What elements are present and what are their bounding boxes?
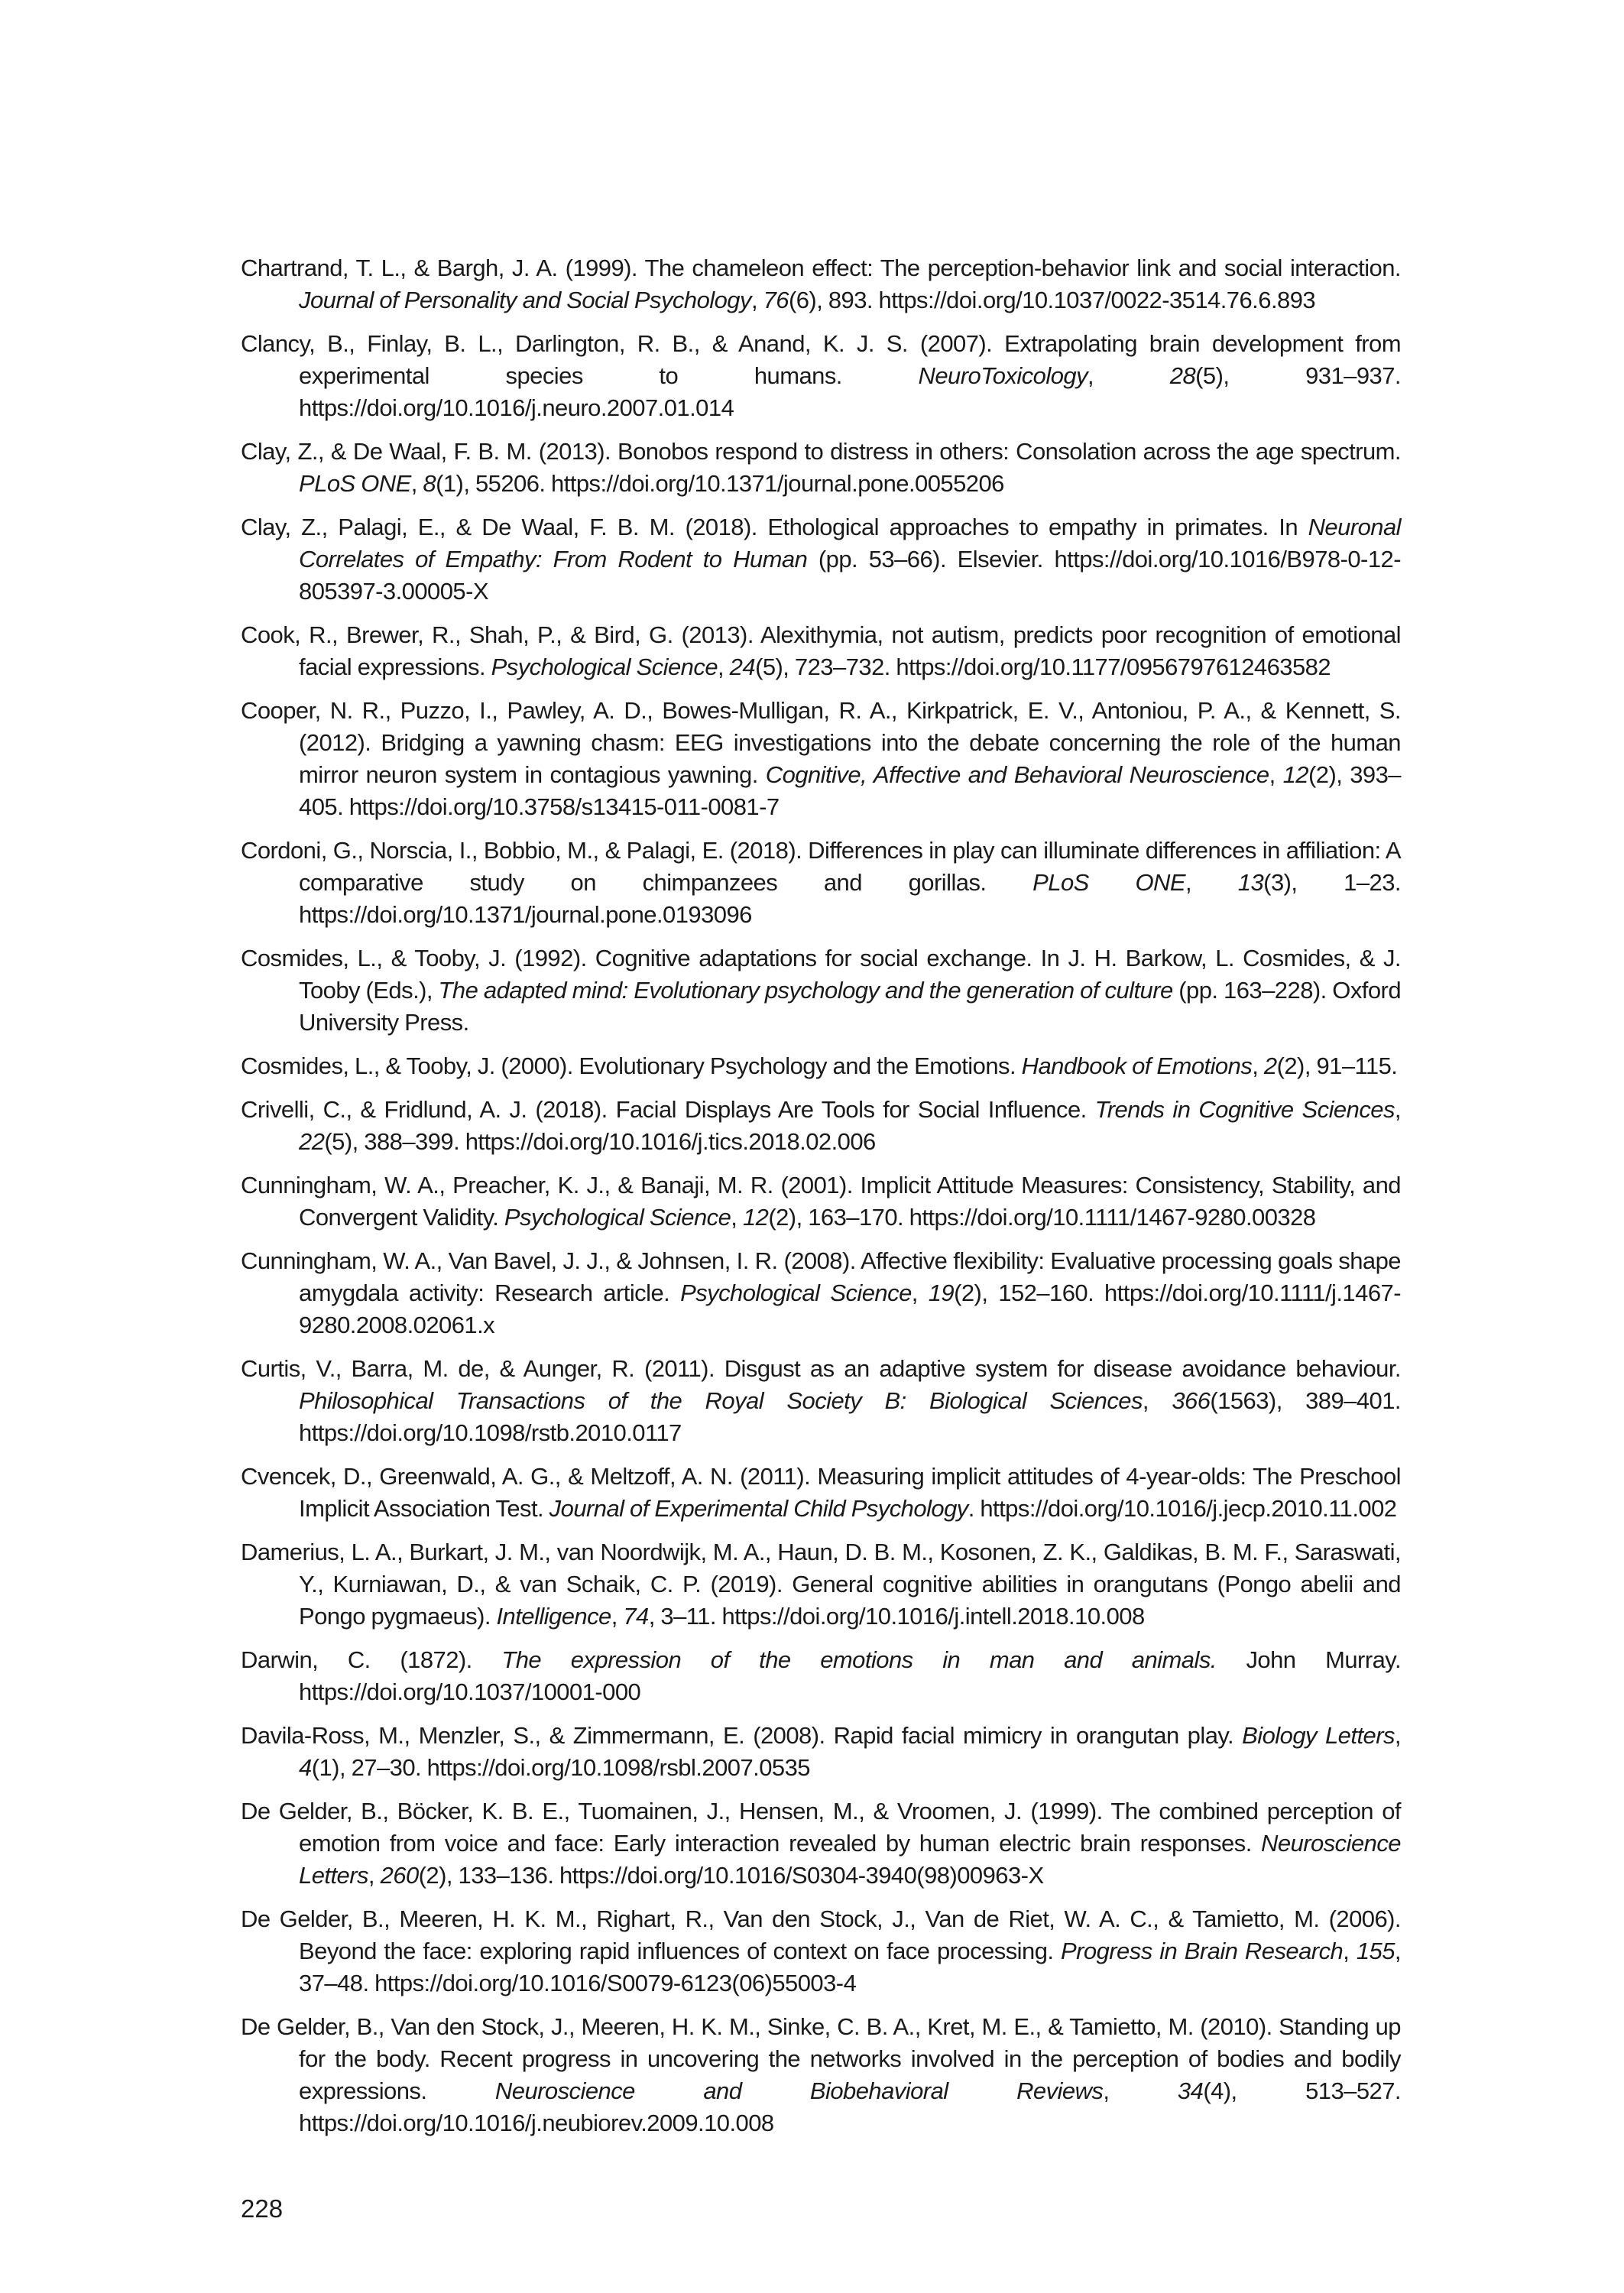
reference-source-title: Cognitive, Affective and Behavioral Neuroscience (765, 761, 1269, 788)
reference-details: (2), 133–136. https://doi.org/10.1016/S0304-3940(98)00963-X (418, 1862, 1044, 1889)
reference-separator: , (1142, 1387, 1172, 1414)
reference-entry (241, 1353, 1401, 1449)
reference-volume: 76 (763, 287, 789, 313)
reference-source-title: Philosophical Transactions of the Royal Society B: Biological Sciences (299, 1387, 1143, 1414)
reference-volume: 12 (742, 1204, 769, 1231)
reference-volume: 28 (1169, 362, 1196, 389)
reference-details: (3), 1–23. https://doi.org/10.1371/journal.pone.0193096 (299, 869, 1401, 928)
reference-entry (241, 695, 1401, 823)
reference-details: (2), 163–170. https://doi.org/10.1111/1467-9280.00328 (768, 1204, 1316, 1231)
reference-volume: 8 (423, 470, 436, 497)
reference-separator: , (611, 1603, 624, 1630)
reference-separator: , (731, 1204, 743, 1231)
reference-details: (5), 723–732. https://doi.org/10.1177/0956797612463582 (755, 654, 1331, 680)
reference-source-title: Progress in Brain Research (1061, 1938, 1344, 1964)
reference-details: . https://doi.org/10.1016/j.jecp.2010.11.002 (968, 1495, 1397, 1522)
reference-source-title: Psychological Science (680, 1279, 912, 1306)
reference-entry (241, 1245, 1401, 1341)
reference-details: (1), 27–30. https://doi.org/10.1098/rsbl.2007.0535 (311, 1754, 810, 1781)
reference-authors-and-title: Clancy, B., Finlay, B. L., Darlington, R. B., & Anand, K. J. S. (2007). Extrapolating brain development from experimental species to humans. (241, 330, 1401, 389)
reference-authors-and-title: Cosmides, L., & Tooby, J. (2000). Evolutionary Psychology and the Emotions. (241, 1052, 1022, 1079)
reference-separator: , (1185, 869, 1238, 896)
reference-details: (1), 55206. https://doi.org/10.1371/journal.pone.0055206 (436, 470, 1004, 497)
reference-volume: 155 (1356, 1938, 1395, 1964)
reference-authors-and-title: Chartrand, T. L., & Bargh, J. A. (1999). The chameleon effect: The perception-behavior link and social interaction. (241, 255, 1401, 281)
reference-authors-and-title: Darwin, C. (1872). (241, 1646, 502, 1673)
reference-authors-and-title: Crivelli, C., & Fridlund, A. J. (2018). Facial Displays Are Tools for Social Influence. (241, 1096, 1095, 1123)
reference-authors-and-title: Cosmides, L., & Tooby, J. (1992). Cognitive adaptations for social exchange. In J. H. Barkow, L. Cosmides, & J. Tooby (Eds.), (241, 945, 1401, 1004)
reference-authors-and-title: De Gelder, B., Böcker, K. B. E., Tuomainen, J., Hensen, M., & Vroomen, J. (1999). The combined perception of emotion from voice and face: Early interaction revealed by human electric brain responses. (241, 1798, 1401, 1857)
reference-entry (241, 511, 1401, 608)
reference-separator: , (1103, 2077, 1178, 2104)
reference-source-title: Intelligence (496, 1603, 611, 1630)
reference-authors-and-title: Curtis, V., Barra, M. de, & Aunger, R. (2011). Disgust as an adaptive system for disease avoidance behaviour. (241, 1355, 1401, 1382)
reference-separator: , (1088, 362, 1170, 389)
reference-entry (241, 619, 1401, 683)
reference-volume: 34 (1177, 2077, 1204, 2104)
reference-source-title: NeuroToxicology (918, 362, 1088, 389)
reference-source-title: Neuroscience Letters (299, 1830, 1401, 1889)
reference-volume: 260 (380, 1862, 419, 1889)
reference-authors-and-title: Cvencek, D., Greenwald, A. G., & Meltzoff, A. N. (2011). Measuring implicit attitudes of 4-year-olds: The Preschool Implicit Association Test. (241, 1463, 1401, 1522)
reference-separator: , (718, 654, 730, 680)
reference-details: John Murray. https://doi.org/10.1037/10001-000 (299, 1646, 1402, 1705)
reference-authors-and-title: Davila-Ross, M., Menzler, S., & Zimmermann, E. (2008). Rapid facial mimicry in orangutan play. (241, 1722, 1243, 1749)
reference-volume: 2 (1263, 1052, 1277, 1079)
reference-volume: 12 (1282, 761, 1308, 788)
reference-source-title: Psychological Science (504, 1204, 731, 1231)
reference-entry (241, 2011, 1401, 2139)
reference-volume: 19 (928, 1279, 955, 1306)
reference-details: (pp. 163–228). Oxford University Press. (299, 977, 1402, 1036)
reference-details: (pp. 53–66). Elsevier. https://doi.org/10.1016/B978-0-12-805397-3.00005-X (299, 546, 1401, 605)
reference-separator: , (1394, 1096, 1401, 1123)
reference-authors-and-title: Cunningham, W. A., Preacher, K. J., & Banaji, M. R. (2001). Implicit Attitude Measures: Consistency, Stability, and Convergent Validity. (241, 1172, 1401, 1231)
reference-volume: 24 (729, 654, 756, 680)
reference-authors-and-title: Cooper, N. R., Puzzo, I., Pawley, A. D., Bowes-Mulligan, R. A., Kirkpatrick, E. V., Antoniou, P. A., & Kennett, S. (2012). Bridging a yawning chasm: EEG investigations into the debate concerning the role of the human mirror neuron system in contagious yawning. (241, 697, 1401, 788)
reference-entry (241, 1795, 1401, 1892)
reference-volume: 74 (623, 1603, 649, 1630)
reference-details: (2), 152–160. https://doi.org/10.1111/j.1467-9280.2008.02061.x (299, 1279, 1401, 1338)
reference-authors-and-title: De Gelder, B., Meeren, H. K. M., Righart, R., Van den Stock, J., Van de Riet, W. A. C., & Tamietto, M. (2006). Beyond the face: exploring rapid influences of context on face processing. (241, 1905, 1401, 1964)
reference-source-title: Neuroscience and Biobehavioral Reviews (494, 2077, 1104, 2104)
reference-source-title: Journal of Personality and Social Psychology (299, 287, 751, 313)
reference-separator: , (1269, 761, 1283, 788)
reference-volume: 4 (299, 1754, 312, 1781)
page-number: 228 (241, 2194, 284, 2223)
reference-details: (4), 513–527. https://doi.org/10.1016/j.neubiorev.2009.10.008 (299, 2077, 1401, 2136)
reference-authors-and-title: De Gelder, B., Van den Stock, J., Meeren, H. K. M., Sinke, C. B. A., Kret, M. E., & Tamietto, M. (2010). Standing up for the body. Recent progress in uncovering the networks involved in the perception of bodies and bodily expressions. (241, 2013, 1401, 2104)
reference-entry (241, 1536, 1401, 1633)
reference-entry (241, 1050, 1401, 1082)
reference-entry (241, 835, 1401, 931)
reference-separator: , (1252, 1052, 1264, 1079)
reference-authors-and-title: Cordoni, G., Norscia, I., Bobbio, M., & Palagi, E. (2018). Differences in play can illuminate differences in affiliation: A comparative study on chimpanzees and gorillas. (241, 837, 1401, 896)
reference-authors-and-title: Cook, R., Brewer, R., Shah, P., & Bird, G. (2013). Alexithymia, not autism, predicts poor recognition of emotional facial expressions. (241, 621, 1401, 680)
reference-separator: , (750, 287, 763, 313)
reference-volume: 22 (299, 1128, 325, 1155)
reference-source-title: The adapted mind: Evolutionary psychology and the generation of culture (438, 977, 1173, 1004)
reference-volume: 366 (1172, 1387, 1211, 1414)
reference-entry (241, 252, 1401, 316)
reference-entry (241, 1644, 1401, 1708)
reference-entry (241, 436, 1401, 500)
reference-details: (6), 893. https://doi.org/10.1037/0022-3514.76.6.893 (788, 287, 1316, 313)
reference-separator: , (1343, 1938, 1357, 1964)
reference-details: , 3–11. https://doi.org/10.1016/j.intell.2018.10.008 (648, 1603, 1145, 1630)
reference-source-title: Neuronal Correlates of Empathy: From Rodent to Human (299, 514, 1401, 572)
reference-entry (241, 328, 1401, 424)
reference-authors-and-title: Clay, Z., & De Waal, F. B. M. (2013). Bonobos respond to distress in others: Consolation across the age spectrum. (241, 438, 1401, 465)
reference-authors-and-title: Clay, Z., Palagi, E., & De Waal, F. B. M. (2018). Ethological approaches to empathy in primates. In (241, 514, 1308, 540)
reference-authors-and-title: Cunningham, W. A., Van Bavel, J. J., & Johnsen, I. R. (2008). Affective flexibility: Evaluative processing goals shape amygdala activity: Research article. (241, 1247, 1401, 1306)
reference-details: (5), 388–399. https://doi.org/10.1016/j.tics.2018.02.006 (324, 1128, 876, 1155)
reference-source-title: Biology Letters (1242, 1722, 1395, 1749)
reference-details: (2), 393–405. https://doi.org/10.3758/s13415-011-0081-7 (299, 761, 1401, 820)
reference-details: (1563), 389–401. https://doi.org/10.1098/rstb.2010.0117 (299, 1387, 1401, 1446)
reference-entry (241, 1169, 1401, 1234)
reference-source-title: PLoS ONE (1032, 869, 1186, 896)
reference-source-title: PLoS ONE (299, 470, 411, 497)
reference-source-title: Trends in Cognitive Sciences (1094, 1096, 1395, 1123)
reference-separator: , (368, 1862, 381, 1889)
reference-entry (241, 1720, 1401, 1784)
reference-separator: , (911, 1279, 929, 1306)
reference-volume: 13 (1237, 869, 1264, 896)
reference-source-title: Journal of Experimental Child Psychology (549, 1495, 968, 1522)
reference-source-title: Psychological Science (491, 654, 718, 680)
reference-entry (241, 1094, 1401, 1158)
reference-entry (241, 1903, 1401, 1999)
reference-details: , 37–48. https://doi.org/10.1016/S0079-6123(06)55003-4 (299, 1938, 1401, 1996)
reference-details: (2), 91–115. (1276, 1052, 1398, 1079)
reference-entry (241, 942, 1401, 1039)
reference-entry (241, 1461, 1401, 1525)
reference-source-title: The expression of the emotions in man and animals. (501, 1646, 1217, 1673)
reference-authors-and-title: Damerius, L. A., Burkart, J. M., van Noordwijk, M. A., Haun, D. B. M., Kosonen, Z. K., Galdikas, B. M. F., Saraswati, Y., Kurniawan, D., & van Schaik, C. P. (2019). General cognitive abilities in orangutans (Pongo abelii and Pongo pygmaeus). (241, 1539, 1401, 1630)
reference-separator: , (410, 470, 423, 497)
reference-separator: , (1394, 1722, 1401, 1749)
reference-source-title: Handbook of Emotions (1021, 1052, 1253, 1079)
reference-list (241, 252, 1401, 2151)
reference-details: (5), 931–937. https://doi.org/10.1016/j.neuro.2007.01.014 (299, 362, 1401, 421)
